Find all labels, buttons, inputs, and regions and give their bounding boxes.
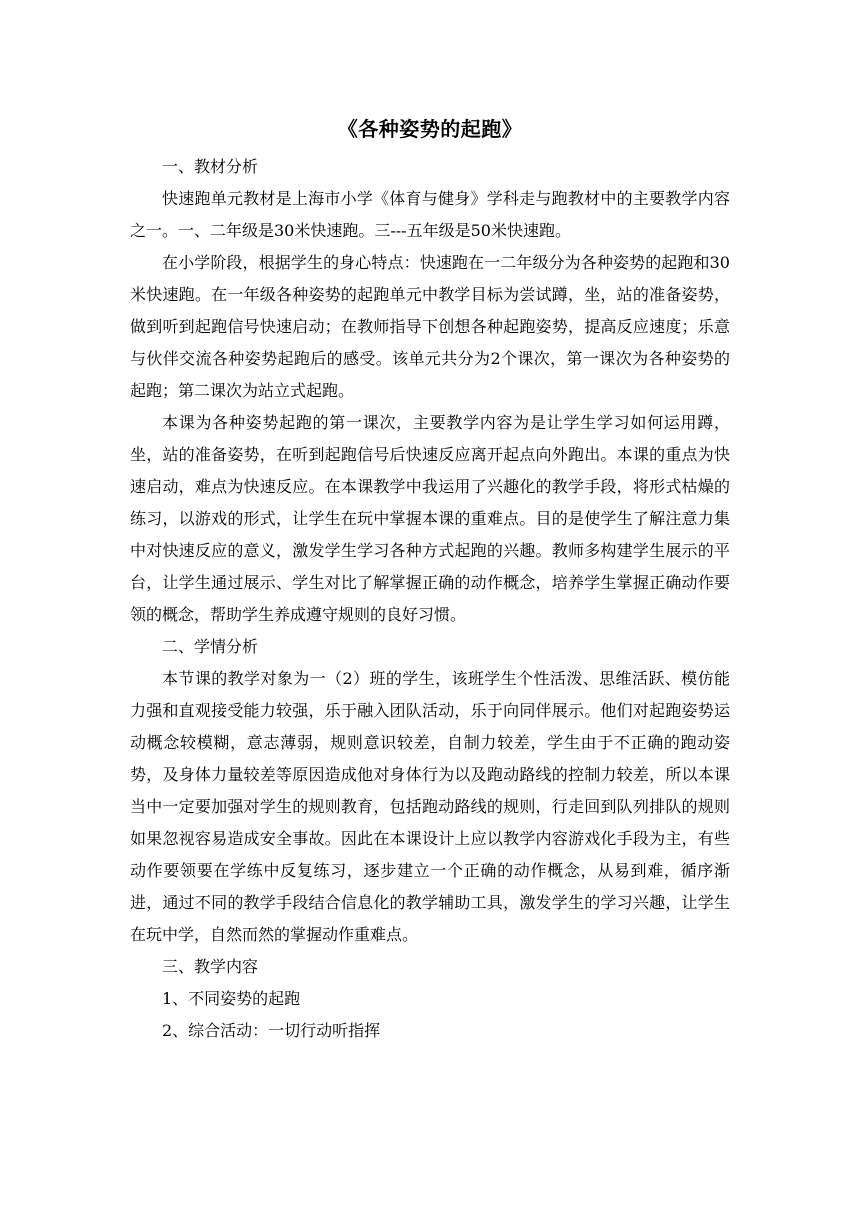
document-body <box>130 151 730 1047</box>
paragraph: 本课为各种姿势起跑的第一课次，主要教学内容为是让学生学习如何运用蹲，坐，站的准备姿势，在听到起跑信号后快速反应离开起点向外跑出。本课的重点为快速启动，难点为快速反应。在本课教学中我运用了兴趣化的教学手段，将形式枯燥的练习，以游戏的形式，让学生在玩中掌握本课的重难点。目的是使学生了解注意力集中对快速反应的意义，激发学生学习各种方式起跑的兴趣。教师多构建学生展示的平台，让学生通过展示、学生对比了解掌握正确的动作概念，培养学生掌握正确动作要领的概念，帮助学生养成遵守规则的良好习惯。 <box>130 413 730 624</box>
section-heading-textbook-analysis: 一、教材分析 <box>162 157 259 176</box>
paragraph: 在小学阶段，根据学生的身心特点：快速跑在一二年级分为各种姿势的起跑和30米快速跑。在一年级各种姿势的起跑单元中教学目标为尝试蹲，坐，站的准备姿势，做到听到起跑信号快速启动；在教师指导下创想各种起跑姿势，提高反应速度；乐意与伙伴交流各种姿势起跑后的感受。该单元共分为2个课次，第一课次为各种姿势的起跑；第二课次为站立式起跑。 <box>130 253 730 400</box>
section-heading-student-analysis: 二、学情分析 <box>162 637 259 656</box>
section-heading-teaching-content: 三、教学内容 <box>162 957 259 976</box>
list-item: 1、不同姿势的起跑 <box>162 989 301 1008</box>
list-item: 2、综合活动：一切行动听指挥 <box>162 1021 381 1040</box>
paragraph: 本节课的教学对象为一（2）班的学生，该班学生个性活泼、思维活跃、模仿能力强和直观接受能力较强，乐于融入团队活动，乐于向同伴展示。他们对起跑姿势运动概念较模糊，意志薄弱，规则意识较差，自制力较差，学生由于不正确的跑动姿势，及身体力量较差等原因造成他对身体行为以及跑动路线的控制力较差，所以本课当中一定要加强对学生的规则教育，包括跑动路线的规则，行走回到队列排队的规则如果忽视容易造成安全事故。因此在本课设计上应以教学内容游戏化手段为主，有些动作要领要在学练中反复练习，逐步建立一个正确的动作概念，从易到难，循序渐进，通过不同的教学手段结合信息化的教学辅助工具，激发学生的学习兴趣，让学生在玩中学，自然而然的掌握动作重难点。 <box>130 669 730 944</box>
document-title: 《各种姿势的起跑》 <box>337 117 523 141</box>
paragraph: 快速跑单元教材是上海市小学《体育与健身》学科走与跑教材中的主要教学内容之一。一、二年级是30米快速跑。三---五年级是50米快速跑。 <box>130 189 730 240</box>
